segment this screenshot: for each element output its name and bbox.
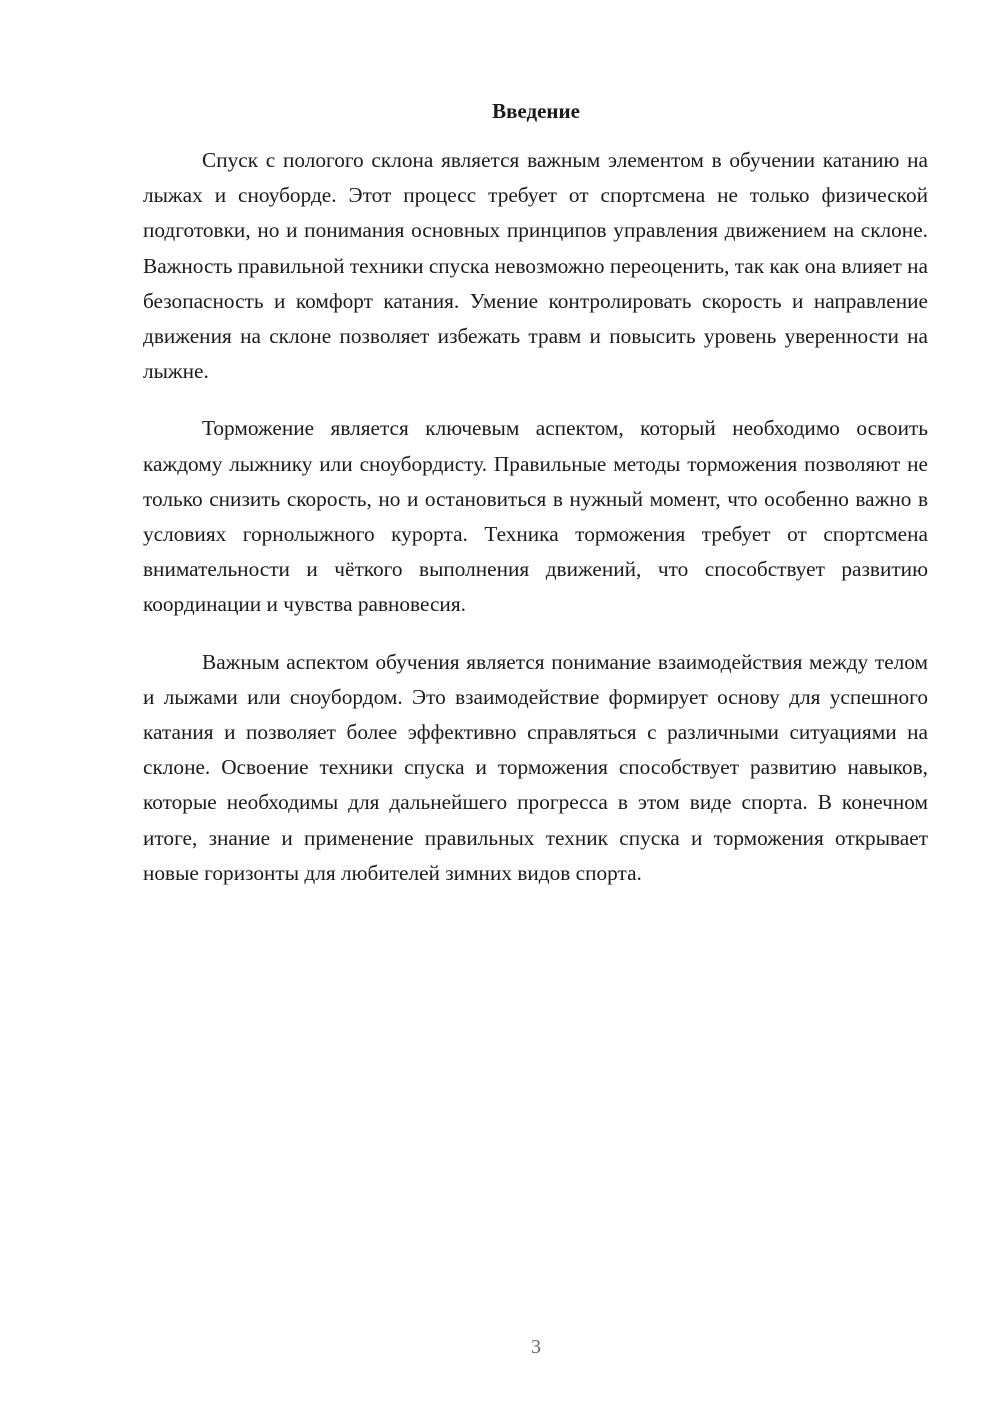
page-number: 3 [531,1336,541,1358]
paragraph-3: Важным аспектом обучения является понимание взаимодействия между телом и лыжами или сноубордом. Это взаимодействие формирует основу для успешного катания и позволяет более эффективно справляться с различными ситуациями на склоне. Освоение техники спуска и торможения способствует развитию навыков, которые необходимы для дальнейшего прогресса в этом виде спорта. В конечном итоге, знание и применение правильных техник спуска и торможения открывает новые горизонты для любителей зимних видов спорта. [143,649,928,885]
body-text [143,143,928,913]
paragraph-1: Спуск с пологого склона является важным элементом в обучении катанию на лыжах и сноуборде. Этот процесс требует от спортсмена не только физической подготовки, но и понимания основных принципов управления движением на склоне. Важность правильной техники спуска невозможно переоценить, так как она влияет на безопасность и комфорт катания. Умение контролировать скорость и направление движения на склоне позволяет избежать травм и повысить уровень уверенности на лыжне. [143,148,928,384]
section-heading: Введение [492,99,580,123]
paragraph-2: Торможение является ключевым аспектом, который необходимо освоить каждому лыжнику или сноубордисту. Правильные методы торможения позволяют не только снизить скорость, но и остановиться в нужный момент, что особенно важно в условиях горнолыжного курорта. Техника торможения требует от спортсмена внимательности и чёткого выполнения движений, что способствует развитию координации и чувства равновесия. [143,416,928,617]
